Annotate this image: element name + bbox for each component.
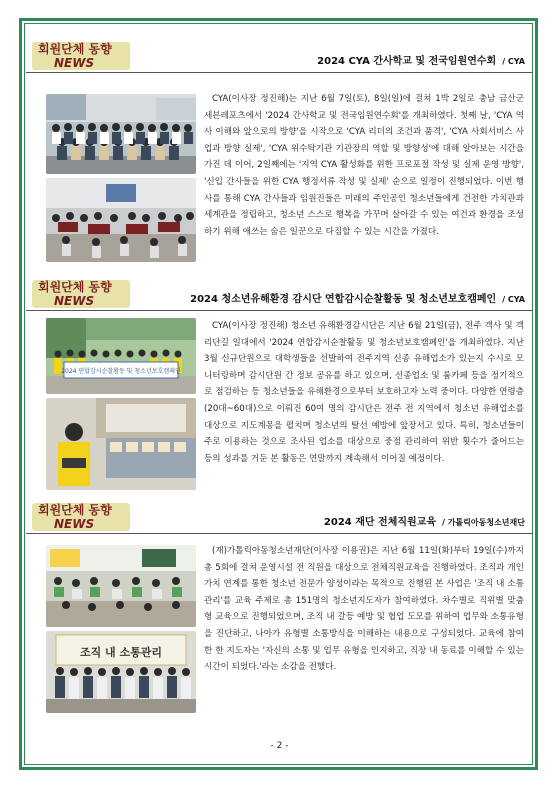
article-org: / CYA xyxy=(502,57,525,66)
article-title xyxy=(317,52,525,67)
news-section-2 xyxy=(26,278,533,493)
badge-title: 회원단체 동향 xyxy=(38,42,112,56)
badge-news: NEWS xyxy=(54,517,95,531)
article-org: / CYA xyxy=(502,295,525,304)
article-title xyxy=(190,290,525,305)
training-banner-text: 조직 내 소통관리 xyxy=(79,646,163,659)
badge-news: NEWS xyxy=(54,56,95,70)
article-paragraph: (재)가톨릭아동청소년재단(이사장 이용권)은 지난 6월 11일(화)부터 19일(수)까지 총 5회에 걸쳐 운영시설 전 직원을 대상으로 전체직원교육을 진행하였다. 조직과 개인 가치 연계를 통한 청소년 전문가 양성이라는 목적으로 진행된 본 사업은 '조직 내 소통관리'를 교육 주제로 총 151명의 청소년지도자가 참여하였다. 차수별로 직위별 맞춤형 교육으로 진행되었으며, 조직 내 갈등 예방 및 협업 도모를 위하여 업무와 소통유형을 진단하고, 나아가 유형별 소통방식을 이해하는 내용으로 구성되었다. 교육에 참여한 한 지도자는 '자신의 소통 및 업무 유형을 인지하고, 직장 내 동료를 이해할 수 있는 시간이 되었다.'라는 소감을 전했다. xyxy=(204,546,524,673)
article-title-text: 2024 청소년유해환경 감시단 연합감시순찰활동 및 청소년보호캠페인 xyxy=(190,294,497,305)
group-photo xyxy=(46,94,196,174)
article-title-text: 2024 CYA 간사학교 및 전국임원연수회 xyxy=(317,56,497,67)
article-paragraph: CYA(이사장 정진해)는 지난 6월 7일(토), 8일(일)에 걸쳐 1박 2일로 충남 금산군 세븐레포츠에서 '2024 간사학교 및 전국임원연수회'를 개최하였다. 첫째 날, 'CYA 역사 이해와 앞으로의 방향'을 시작으로 'CYA 리더의 조건과 품격', 'CYA 사회서비스 사업과 방향 실제', 'CYA 위수탁기관 기관장의 역할 및 방향성'에 대해 알아보는 시간을 가진 데 이어, 2일째에는 '지역 CYA 활성화를 위한 프로포절 작성 및 실제 운영 방향', '신입 간사들을 위한 CYA 행정서류 작성 및 실제' 순으로 일정이 진행되었다. 이번 행사를 통해 CYA 간사들과 임원진들은 미래의 주인공인 청소년들에게 건전한 가치관과 세계관을 정립하고, 청소년 스스로 행복을 가꾸며 살아갈 수 있는 여건과 환경을 조성하기 위해 애쓰는 숨은 일꾼으로 다짐할 수 있는 시간을 가졌다. xyxy=(204,94,524,237)
patrol-photo xyxy=(46,398,196,490)
news-badge xyxy=(32,40,132,72)
workshop-photo xyxy=(46,178,196,262)
badge-title: 회원단체 동향 xyxy=(38,280,112,294)
news-section-1 xyxy=(26,40,533,265)
article-body xyxy=(204,543,524,676)
photo-column xyxy=(46,94,196,264)
photo-column xyxy=(46,545,196,713)
section-header xyxy=(26,501,533,531)
header-rule xyxy=(26,533,533,534)
header-rule xyxy=(26,72,533,73)
training-photo xyxy=(46,545,196,627)
page-number: - 2 - xyxy=(270,741,289,751)
news-badge xyxy=(32,501,132,533)
article-body xyxy=(204,91,524,240)
campaign-photo xyxy=(46,318,196,394)
campaign-banner-text: 2024 연합감시순찰활동 및 청소년보호캠페인 xyxy=(61,368,181,375)
article-title-text: 2024 재단 전체직원교육 xyxy=(323,517,436,528)
news-badge xyxy=(32,278,132,310)
header-rule xyxy=(26,310,533,311)
article-paragraph: CYA(이사장 정진해) 청소년 유해환경감시단은 지난 6월 21일(금), 전주 객사 및 객리단길 일대에서 '2024 연합감시순찰활동 및 청소년보호캠페인'을 개최하였다. 지난 3월 신규단원으로 대학생들을 선발하여 전주지역 신종 유해업소가 있는지 수시로 모니터링하며 감시단원 간 정보 공유를 하고 있으며, 신종업소 및 룸카페 등을 정기적으로 점검하는 등 청소년들을 유해환경으로부터 보호하고자 노력 중이다. 다양한 연령층(20대~60대)으로 이뤄진 60여 명의 감시단은 전주 전 지역에서 청소년 유해업소를 대상으로 지도계몽을 펼치며 청소년의 탈선 예방에 앞장서고 있다. 특히, 청소년들이 주로 이용하는 것으로 조사된 업소를 대상으로 중점 관리하여 위반 횟수가 줄어드는 등의 성과를 거둔 본 활동은 연말까지 계속해서 이어질 예정이다. xyxy=(204,321,524,464)
photo-column xyxy=(46,318,196,490)
article-org: / 가톨릭아동청소년재단 xyxy=(442,518,525,527)
section-header xyxy=(26,40,533,70)
badge-title: 회원단체 동향 xyxy=(38,503,112,517)
badge-news: NEWS xyxy=(54,294,95,308)
article-title xyxy=(324,513,525,528)
staff-group-photo xyxy=(46,631,196,713)
section-header xyxy=(26,278,533,308)
article-body xyxy=(204,318,524,467)
news-section-3 xyxy=(26,501,533,723)
